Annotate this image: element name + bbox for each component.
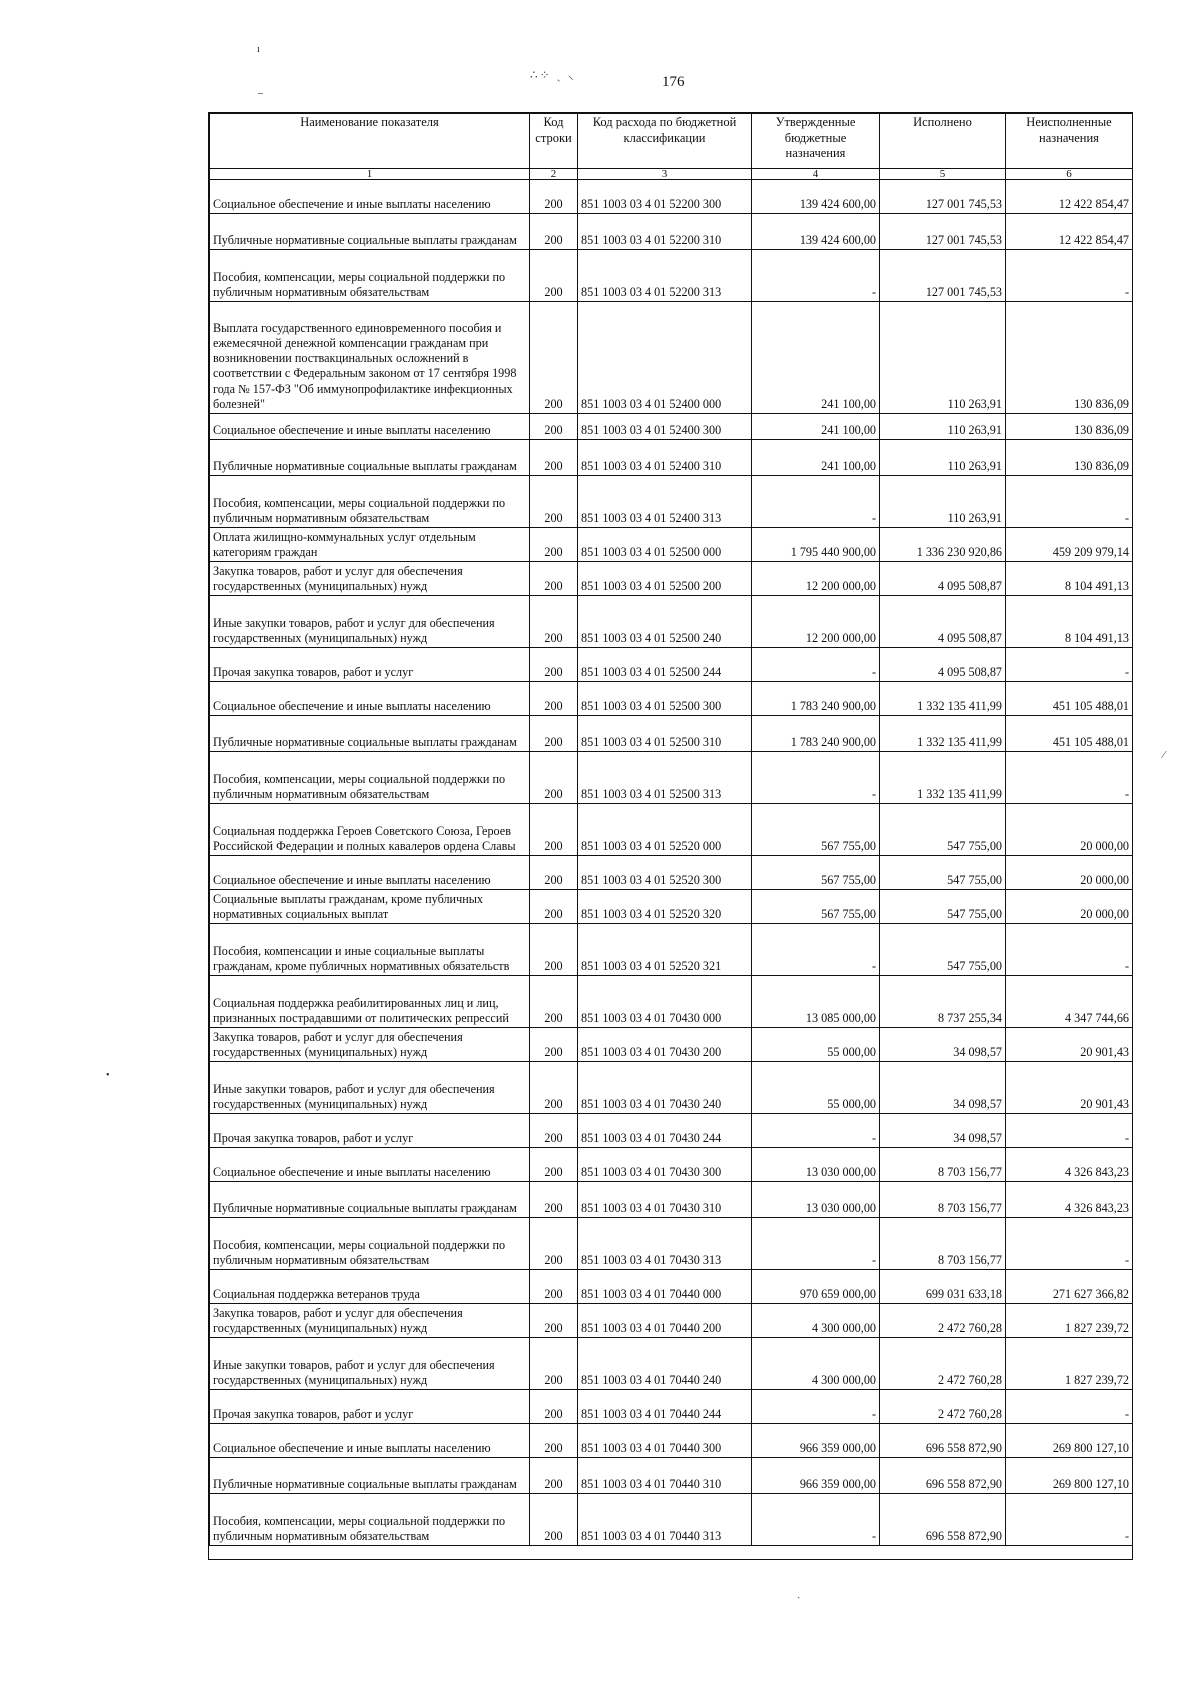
row-expense-code: 851 1003 03 4 01 52500 244 bbox=[578, 648, 752, 682]
row-executed: 547 755,00 bbox=[880, 856, 1006, 890]
row-unexecuted: 130 836,09 bbox=[1006, 414, 1133, 440]
row-line-code: 200 bbox=[530, 1494, 578, 1546]
row-unexecuted: 20 901,43 bbox=[1006, 1062, 1133, 1114]
row-expense-code: 851 1003 03 4 01 70440 244 bbox=[578, 1390, 752, 1424]
column-number: 1 bbox=[210, 169, 530, 180]
row-name: Публичные нормативные социальные выплаты гражданам bbox=[210, 1182, 530, 1218]
row-line-code: 200 bbox=[530, 302, 578, 414]
table-row bbox=[210, 1182, 1133, 1218]
row-expense-code: 851 1003 03 4 01 52400 300 bbox=[578, 414, 752, 440]
row-name: Пособия, компенсации, меры социальной поддержки по публичным нормативным обязательствам bbox=[210, 1494, 530, 1546]
scan-speck: – bbox=[258, 88, 263, 99]
scan-speck: • bbox=[106, 1070, 110, 1081]
table-row bbox=[210, 1028, 1133, 1062]
row-approved: 1 783 240 900,00 bbox=[752, 716, 880, 752]
row-line-code: 200 bbox=[530, 1182, 578, 1218]
row-unexecuted: 130 836,09 bbox=[1006, 302, 1133, 414]
table-row bbox=[210, 1338, 1133, 1390]
row-unexecuted: - bbox=[1006, 250, 1133, 302]
row-expense-code: 851 1003 03 4 01 52500 240 bbox=[578, 596, 752, 648]
row-executed: 127 001 745,53 bbox=[880, 180, 1006, 214]
row-approved: 567 755,00 bbox=[752, 890, 880, 924]
row-expense-code: 851 1003 03 4 01 52200 310 bbox=[578, 214, 752, 250]
table-row bbox=[210, 924, 1133, 976]
row-approved: 241 100,00 bbox=[752, 414, 880, 440]
table-row bbox=[210, 716, 1133, 752]
row-unexecuted: 4 326 843,23 bbox=[1006, 1148, 1133, 1182]
row-line-code: 200 bbox=[530, 214, 578, 250]
table-row bbox=[210, 804, 1133, 856]
row-expense-code: 851 1003 03 4 01 70430 244 bbox=[578, 1114, 752, 1148]
table-row bbox=[210, 682, 1133, 716]
row-executed: 127 001 745,53 bbox=[880, 214, 1006, 250]
row-unexecuted: 20 000,00 bbox=[1006, 890, 1133, 924]
row-executed: 547 755,00 bbox=[880, 924, 1006, 976]
row-approved: 12 200 000,00 bbox=[752, 562, 880, 596]
column-number: 2 bbox=[530, 169, 578, 180]
row-executed: 1 336 230 920,86 bbox=[880, 528, 1006, 562]
row-name: Публичные нормативные социальные выплаты гражданам bbox=[210, 214, 530, 250]
header-line-code: Код строки bbox=[530, 114, 578, 169]
row-unexecuted: 130 836,09 bbox=[1006, 440, 1133, 476]
row-name: Иные закупки товаров, работ и услуг для обеспечения государственных (муниципальных) нужд bbox=[210, 596, 530, 648]
row-approved: - bbox=[752, 476, 880, 528]
row-unexecuted: 1 827 239,72 bbox=[1006, 1338, 1133, 1390]
row-unexecuted: - bbox=[1006, 752, 1133, 804]
row-executed: 110 263,91 bbox=[880, 414, 1006, 440]
row-approved: 55 000,00 bbox=[752, 1062, 880, 1114]
scan-speck: ˏ bbox=[797, 1588, 801, 1599]
row-expense-code: 851 1003 03 4 01 70430 313 bbox=[578, 1218, 752, 1270]
row-approved: 1 783 240 900,00 bbox=[752, 682, 880, 716]
row-line-code: 200 bbox=[530, 1218, 578, 1270]
row-name: Социальная поддержка реабилитированных лиц и лиц, признанных пострадавшими от политических репрессий bbox=[210, 976, 530, 1028]
row-name: Прочая закупка товаров, работ и услуг bbox=[210, 1390, 530, 1424]
header-executed: Исполнено bbox=[880, 114, 1006, 169]
column-number: 4 bbox=[752, 169, 880, 180]
row-unexecuted: 269 800 127,10 bbox=[1006, 1424, 1133, 1458]
row-expense-code: 851 1003 03 4 01 70430 240 bbox=[578, 1062, 752, 1114]
row-approved: 139 424 600,00 bbox=[752, 180, 880, 214]
row-executed: 696 558 872,90 bbox=[880, 1424, 1006, 1458]
table-row bbox=[210, 1148, 1133, 1182]
scan-speck: ı bbox=[257, 44, 260, 55]
row-executed: 696 558 872,90 bbox=[880, 1494, 1006, 1546]
row-line-code: 200 bbox=[530, 804, 578, 856]
row-expense-code: 851 1003 03 4 01 52500 000 bbox=[578, 528, 752, 562]
row-name: Социальные выплаты гражданам, кроме публичных нормативных социальных выплат bbox=[210, 890, 530, 924]
row-line-code: 200 bbox=[530, 856, 578, 890]
row-line-code: 200 bbox=[530, 1148, 578, 1182]
row-expense-code: 851 1003 03 4 01 70440 313 bbox=[578, 1494, 752, 1546]
table-header-row bbox=[210, 114, 1133, 169]
row-name: Прочая закупка товаров, работ и услуг bbox=[210, 648, 530, 682]
column-number: 6 bbox=[1006, 169, 1133, 180]
row-expense-code: 851 1003 03 4 01 70430 310 bbox=[578, 1182, 752, 1218]
row-executed: 1 332 135 411,99 bbox=[880, 716, 1006, 752]
row-name: Социальное обеспечение и иные выплаты населению bbox=[210, 180, 530, 214]
table-row bbox=[210, 648, 1133, 682]
row-approved: 966 359 000,00 bbox=[752, 1424, 880, 1458]
row-executed: 110 263,91 bbox=[880, 302, 1006, 414]
row-executed: 547 755,00 bbox=[880, 890, 1006, 924]
row-line-code: 200 bbox=[530, 596, 578, 648]
row-unexecuted: 1 827 239,72 bbox=[1006, 1304, 1133, 1338]
row-approved: - bbox=[752, 924, 880, 976]
row-unexecuted: - bbox=[1006, 1390, 1133, 1424]
row-name: Пособия, компенсации, меры социальной поддержки по публичным нормативным обязательствам bbox=[210, 752, 530, 804]
table-row bbox=[210, 856, 1133, 890]
row-unexecuted: - bbox=[1006, 924, 1133, 976]
column-number-row bbox=[210, 169, 1133, 180]
table-row bbox=[210, 562, 1133, 596]
row-line-code: 200 bbox=[530, 752, 578, 804]
row-line-code: 200 bbox=[530, 1270, 578, 1304]
row-approved: 13 085 000,00 bbox=[752, 976, 880, 1028]
table-row bbox=[210, 1458, 1133, 1494]
row-line-code: 200 bbox=[530, 976, 578, 1028]
row-name: Пособия, компенсации, меры социальной поддержки по публичным нормативным обязательствам bbox=[210, 476, 530, 528]
row-executed: 2 472 760,28 bbox=[880, 1304, 1006, 1338]
row-executed: 4 095 508,87 bbox=[880, 596, 1006, 648]
row-expense-code: 851 1003 03 4 01 52400 000 bbox=[578, 302, 752, 414]
row-unexecuted: 459 209 979,14 bbox=[1006, 528, 1133, 562]
row-unexecuted: 4 347 744,66 bbox=[1006, 976, 1133, 1028]
row-approved: 12 200 000,00 bbox=[752, 596, 880, 648]
row-executed: 1 332 135 411,99 bbox=[880, 752, 1006, 804]
row-name: Закупка товаров, работ и услуг для обеспечения государственных (муниципальных) нужд bbox=[210, 562, 530, 596]
row-executed: 8 703 156,77 bbox=[880, 1182, 1006, 1218]
row-expense-code: 851 1003 03 4 01 52400 310 bbox=[578, 440, 752, 476]
row-approved: - bbox=[752, 1494, 880, 1546]
row-approved: - bbox=[752, 648, 880, 682]
row-name: Закупка товаров, работ и услуг для обеспечения государственных (муниципальных) нужд bbox=[210, 1028, 530, 1062]
row-line-code: 200 bbox=[530, 1062, 578, 1114]
row-expense-code: 851 1003 03 4 01 52400 313 bbox=[578, 476, 752, 528]
row-expense-code: 851 1003 03 4 01 52200 300 bbox=[578, 180, 752, 214]
table-row bbox=[210, 214, 1133, 250]
row-unexecuted: 269 800 127,10 bbox=[1006, 1458, 1133, 1494]
header-approved: Утвержденные бюджетные назначения bbox=[752, 114, 880, 169]
row-approved: - bbox=[752, 752, 880, 804]
row-expense-code: 851 1003 03 4 01 70440 310 bbox=[578, 1458, 752, 1494]
row-unexecuted: 12 422 854,47 bbox=[1006, 214, 1133, 250]
row-unexecuted: - bbox=[1006, 1218, 1133, 1270]
table-row bbox=[210, 976, 1133, 1028]
row-line-code: 200 bbox=[530, 414, 578, 440]
row-executed: 696 558 872,90 bbox=[880, 1458, 1006, 1494]
row-approved: 241 100,00 bbox=[752, 302, 880, 414]
table-row bbox=[210, 180, 1133, 214]
row-line-code: 200 bbox=[530, 716, 578, 752]
row-line-code: 200 bbox=[530, 1114, 578, 1148]
row-line-code: 200 bbox=[530, 1304, 578, 1338]
row-approved: - bbox=[752, 1218, 880, 1270]
row-expense-code: 851 1003 03 4 01 52520 300 bbox=[578, 856, 752, 890]
row-unexecuted: 20 000,00 bbox=[1006, 856, 1133, 890]
row-line-code: 200 bbox=[530, 180, 578, 214]
row-approved: 1 795 440 900,00 bbox=[752, 528, 880, 562]
row-line-code: 200 bbox=[530, 476, 578, 528]
row-unexecuted: 451 105 488,01 bbox=[1006, 716, 1133, 752]
row-name: Пособия, компенсации и иные социальные выплаты гражданам, кроме публичных нормативных обязательств bbox=[210, 924, 530, 976]
row-approved: - bbox=[752, 250, 880, 302]
row-expense-code: 851 1003 03 4 01 52200 313 bbox=[578, 250, 752, 302]
row-name: Социальное обеспечение и иные выплаты населению bbox=[210, 1424, 530, 1458]
row-unexecuted: - bbox=[1006, 476, 1133, 528]
budget-execution-table bbox=[209, 113, 1133, 1546]
row-name: Социальное обеспечение и иные выплаты населению bbox=[210, 856, 530, 890]
table-row bbox=[210, 1062, 1133, 1114]
row-approved: 567 755,00 bbox=[752, 804, 880, 856]
row-executed: 699 031 633,18 bbox=[880, 1270, 1006, 1304]
row-executed: 2 472 760,28 bbox=[880, 1390, 1006, 1424]
row-expense-code: 851 1003 03 4 01 70430 000 bbox=[578, 976, 752, 1028]
row-expense-code: 851 1003 03 4 01 52500 200 bbox=[578, 562, 752, 596]
row-expense-code: 851 1003 03 4 01 52520 320 bbox=[578, 890, 752, 924]
row-expense-code: 851 1003 03 4 01 70440 240 bbox=[578, 1338, 752, 1390]
table-row bbox=[210, 476, 1133, 528]
row-unexecuted: 451 105 488,01 bbox=[1006, 682, 1133, 716]
row-approved: 970 659 000,00 bbox=[752, 1270, 880, 1304]
row-approved: 55 000,00 bbox=[752, 1028, 880, 1062]
row-approved: 4 300 000,00 bbox=[752, 1304, 880, 1338]
row-approved: 241 100,00 bbox=[752, 440, 880, 476]
row-executed: 4 095 508,87 bbox=[880, 648, 1006, 682]
row-name: Закупка товаров, работ и услуг для обеспечения государственных (муниципальных) нужд bbox=[210, 1304, 530, 1338]
row-executed: 1 332 135 411,99 bbox=[880, 682, 1006, 716]
row-expense-code: 851 1003 03 4 01 52500 310 bbox=[578, 716, 752, 752]
row-line-code: 200 bbox=[530, 528, 578, 562]
row-name: Иные закупки товаров, работ и услуг для обеспечения государственных (муниципальных) нужд bbox=[210, 1338, 530, 1390]
table-row bbox=[210, 250, 1133, 302]
row-expense-code: 851 1003 03 4 01 52500 300 bbox=[578, 682, 752, 716]
row-line-code: 200 bbox=[530, 1028, 578, 1062]
row-expense-code: 851 1003 03 4 01 70430 300 bbox=[578, 1148, 752, 1182]
row-expense-code: 851 1003 03 4 01 70440 000 bbox=[578, 1270, 752, 1304]
table-row bbox=[210, 302, 1133, 414]
row-line-code: 200 bbox=[530, 648, 578, 682]
row-unexecuted: 20 901,43 bbox=[1006, 1028, 1133, 1062]
table-row bbox=[210, 1270, 1133, 1304]
table-row bbox=[210, 596, 1133, 648]
row-unexecuted: - bbox=[1006, 1494, 1133, 1546]
row-expense-code: 851 1003 03 4 01 52520 321 bbox=[578, 924, 752, 976]
row-line-code: 200 bbox=[530, 440, 578, 476]
row-line-code: 200 bbox=[530, 1424, 578, 1458]
row-executed: 8 703 156,77 bbox=[880, 1218, 1006, 1270]
row-name: Социальное обеспечение и иные выплаты населению bbox=[210, 414, 530, 440]
row-executed: 34 098,57 bbox=[880, 1028, 1006, 1062]
row-unexecuted: 8 104 491,13 bbox=[1006, 562, 1133, 596]
table-row bbox=[210, 752, 1133, 804]
table-row bbox=[210, 1114, 1133, 1148]
row-name: Публичные нормативные социальные выплаты гражданам bbox=[210, 716, 530, 752]
row-approved: - bbox=[752, 1390, 880, 1424]
row-executed: 127 001 745,53 bbox=[880, 250, 1006, 302]
row-executed: 2 472 760,28 bbox=[880, 1338, 1006, 1390]
row-line-code: 200 bbox=[530, 562, 578, 596]
header-unexecuted: Неисполненные назначения bbox=[1006, 114, 1133, 169]
row-line-code: 200 bbox=[530, 1458, 578, 1494]
row-executed: 110 263,91 bbox=[880, 440, 1006, 476]
row-approved: 966 359 000,00 bbox=[752, 1458, 880, 1494]
table-row bbox=[210, 528, 1133, 562]
row-approved: 4 300 000,00 bbox=[752, 1338, 880, 1390]
row-executed: 110 263,91 bbox=[880, 476, 1006, 528]
row-name: Публичные нормативные социальные выплаты гражданам bbox=[210, 440, 530, 476]
row-name: Публичные нормативные социальные выплаты гражданам bbox=[210, 1458, 530, 1494]
row-line-code: 200 bbox=[530, 682, 578, 716]
row-unexecuted: 12 422 854,47 bbox=[1006, 180, 1133, 214]
row-approved: 139 424 600,00 bbox=[752, 214, 880, 250]
table-row bbox=[210, 1424, 1133, 1458]
row-unexecuted: - bbox=[1006, 1114, 1133, 1148]
row-unexecuted: 8 104 491,13 bbox=[1006, 596, 1133, 648]
row-executed: 8 703 156,77 bbox=[880, 1148, 1006, 1182]
row-line-code: 200 bbox=[530, 924, 578, 976]
row-unexecuted: 271 627 366,82 bbox=[1006, 1270, 1133, 1304]
row-approved: 13 030 000,00 bbox=[752, 1148, 880, 1182]
row-executed: 34 098,57 bbox=[880, 1114, 1006, 1148]
row-unexecuted: 20 000,00 bbox=[1006, 804, 1133, 856]
row-line-code: 200 bbox=[530, 1390, 578, 1424]
row-name: Социальное обеспечение и иные выплаты населению bbox=[210, 1148, 530, 1182]
table-row bbox=[210, 1390, 1133, 1424]
header-indicator-name: Наименование показателя bbox=[210, 114, 530, 169]
row-expense-code: 851 1003 03 4 01 70440 300 bbox=[578, 1424, 752, 1458]
row-expense-code: 851 1003 03 4 01 70430 200 bbox=[578, 1028, 752, 1062]
row-name: Социальная поддержка ветеранов труда bbox=[210, 1270, 530, 1304]
table-row bbox=[210, 1304, 1133, 1338]
row-line-code: 200 bbox=[530, 1338, 578, 1390]
row-unexecuted: 4 326 843,23 bbox=[1006, 1182, 1133, 1218]
header-expense-code: Код расхода по бюджетной классификации bbox=[578, 114, 752, 169]
row-approved: - bbox=[752, 1114, 880, 1148]
row-expense-code: 851 1003 03 4 01 70440 200 bbox=[578, 1304, 752, 1338]
row-approved: 13 030 000,00 bbox=[752, 1182, 880, 1218]
row-executed: 34 098,57 bbox=[880, 1062, 1006, 1114]
row-name: Социальная поддержка Героев Советского Союза, Героев Российской Федерации и полных кавалеров ордена Славы bbox=[210, 804, 530, 856]
column-number: 3 bbox=[578, 169, 752, 180]
row-executed: 547 755,00 bbox=[880, 804, 1006, 856]
row-name: Оплата жилищно-коммунальных услуг отдельным категориям граждан bbox=[210, 528, 530, 562]
table-row bbox=[210, 1218, 1133, 1270]
row-executed: 8 737 255,34 bbox=[880, 976, 1006, 1028]
table-row bbox=[210, 1494, 1133, 1546]
page-number: 176 bbox=[662, 74, 685, 90]
row-line-code: 200 bbox=[530, 250, 578, 302]
row-name: Иные закупки товаров, работ и услуг для обеспечения государственных (муниципальных) нужд bbox=[210, 1062, 530, 1114]
row-approved: 567 755,00 bbox=[752, 856, 880, 890]
table-row bbox=[210, 440, 1133, 476]
row-name: Социальное обеспечение и иные выплаты населению bbox=[210, 682, 530, 716]
column-number: 5 bbox=[880, 169, 1006, 180]
table-body bbox=[210, 180, 1133, 1546]
row-name: Выплата государственного единовременного пособия и ежемесячной денежной компенсации гражданам при возникновении поствакцинальных осложнений в соответствии с Федеральным законом от 17 сентября 1998 года № 157-ФЗ "Об иммунопрофилактике инфекционных болезней" bbox=[210, 302, 530, 414]
row-name: Пособия, компенсации, меры социальной поддержки по публичным нормативным обязательствам bbox=[210, 1218, 530, 1270]
scan-scribble-mark: ∴⁘ ˎ ⸜ bbox=[530, 68, 576, 82]
row-executed: 4 095 508,87 bbox=[880, 562, 1006, 596]
row-unexecuted: - bbox=[1006, 648, 1133, 682]
row-name: Прочая закупка товаров, работ и услуг bbox=[210, 1114, 530, 1148]
row-expense-code: 851 1003 03 4 01 52500 313 bbox=[578, 752, 752, 804]
row-expense-code: 851 1003 03 4 01 52520 000 bbox=[578, 804, 752, 856]
row-name: Пособия, компенсации, меры социальной поддержки по публичным нормативным обязательствам bbox=[210, 250, 530, 302]
row-line-code: 200 bbox=[530, 890, 578, 924]
table-row bbox=[210, 414, 1133, 440]
scan-speck: ⁄ bbox=[1163, 750, 1165, 761]
table-row bbox=[210, 890, 1133, 924]
